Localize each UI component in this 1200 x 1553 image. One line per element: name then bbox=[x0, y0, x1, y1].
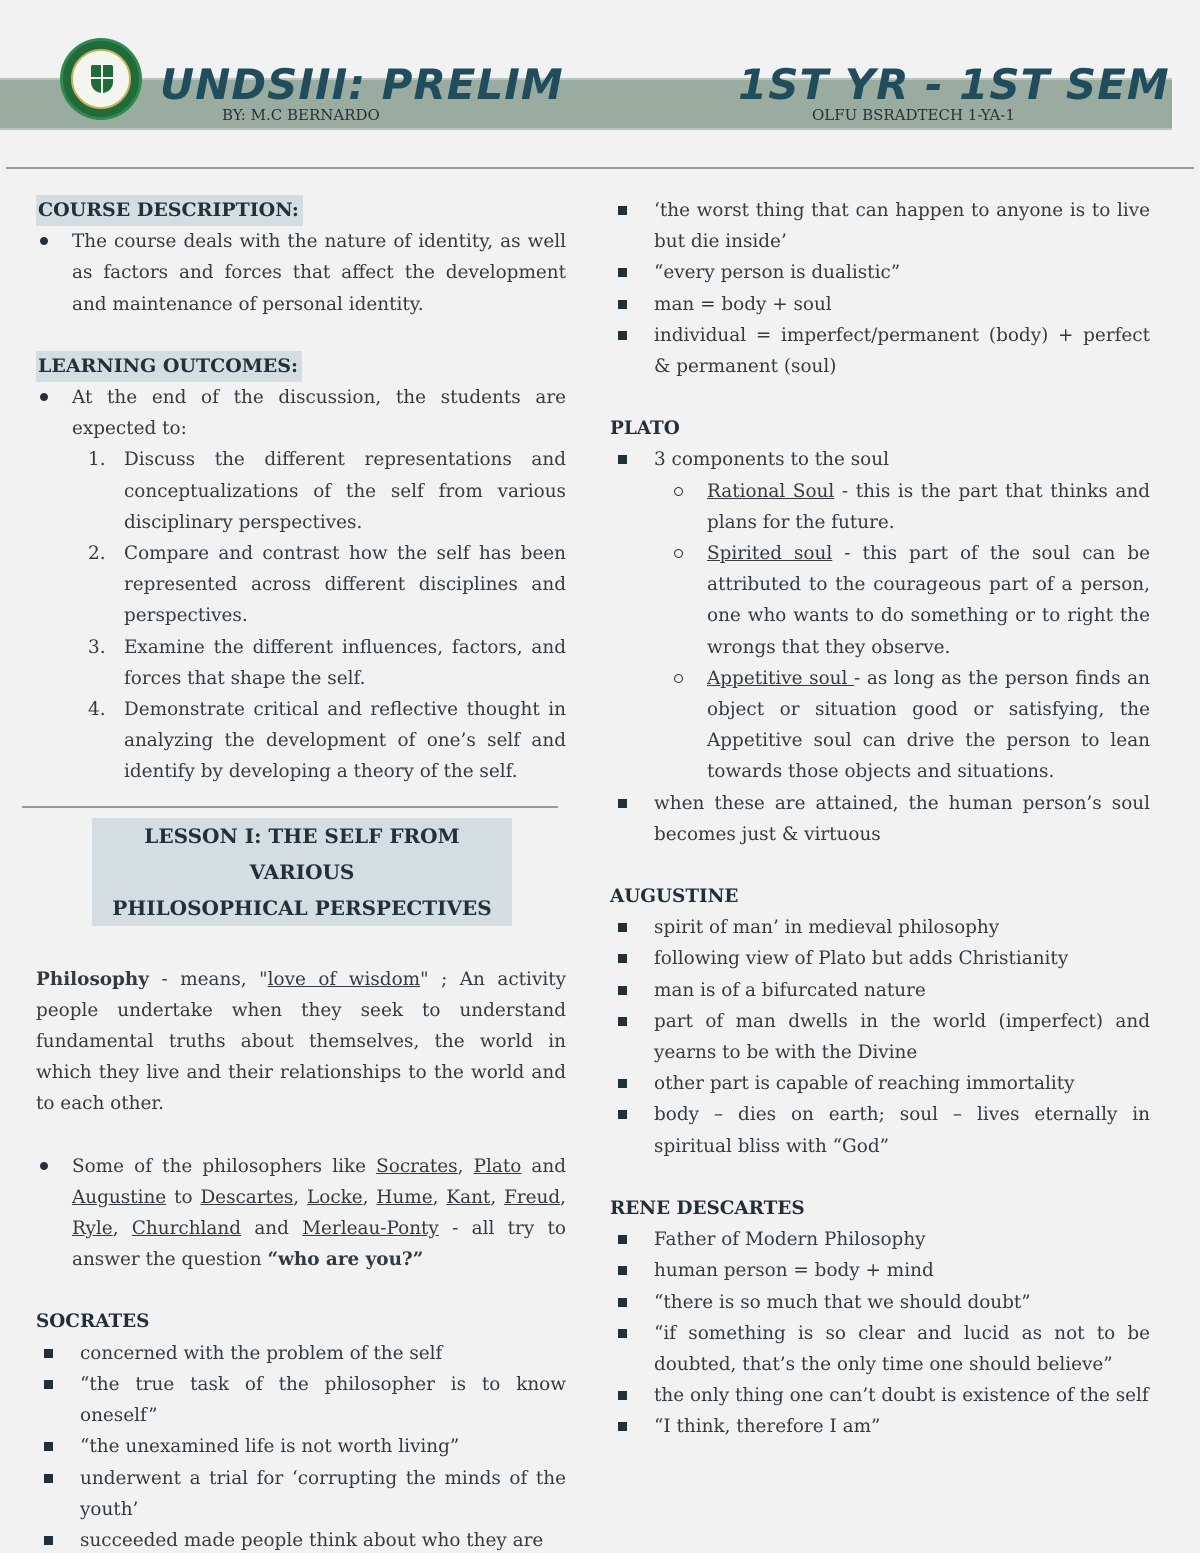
list-item-text: spirit of man’ in medieval philosophy bbox=[654, 917, 1000, 939]
author-line: BY: M.C BERNARDO bbox=[222, 106, 380, 124]
list-item-text: other part is capable of reaching immortality bbox=[654, 1073, 1075, 1095]
list-item bbox=[610, 943, 1150, 974]
outcome-number: 2. bbox=[88, 543, 106, 565]
list-item bbox=[610, 289, 1150, 320]
course-description-heading: COURSE DESCRIPTION: bbox=[36, 195, 303, 226]
separator: , bbox=[112, 1218, 132, 1240]
university-seal-icon bbox=[60, 38, 142, 120]
list-item bbox=[36, 1525, 566, 1553]
philosopher-name: Plato bbox=[473, 1155, 522, 1177]
separator: and bbox=[521, 1155, 566, 1177]
philosopher-name: Merleau-Ponty bbox=[302, 1218, 439, 1240]
separator: to bbox=[166, 1186, 201, 1208]
section-line: OLFU BSRADTECH 1-YA-1 bbox=[812, 106, 1015, 124]
soul-component-name: Spirited soul bbox=[707, 543, 833, 565]
socrates-heading: SOCRATES bbox=[36, 1311, 150, 1333]
list-item-text: human person = body + mind bbox=[654, 1260, 934, 1282]
philosopher-name: Hume bbox=[376, 1186, 433, 1208]
outcome-text: Examine the different influences, factors, and forces that shape the self. bbox=[124, 636, 566, 689]
outcome-item bbox=[36, 444, 566, 538]
list-item-text: ‘the worst thing that can happen to anyone is to live but die inside’ bbox=[654, 200, 1150, 253]
list-item-text: “the unexamined life is not worth living” bbox=[80, 1436, 460, 1458]
soul-component bbox=[610, 663, 1150, 788]
list-item bbox=[36, 226, 566, 320]
list-item-text: man = body + soul bbox=[654, 293, 832, 315]
philosophers-outro: - all try to answer the question bbox=[72, 1218, 566, 1271]
philosophers-intro: Some of the philosophers like bbox=[72, 1155, 377, 1177]
soul-component bbox=[610, 476, 1150, 538]
plato-heading: PLATO bbox=[610, 418, 680, 440]
list-item-text: succeeded made people think about who they are bbox=[80, 1529, 544, 1551]
course-description-text: The course deals with the nature of identity, as well as factors and forces that affect the development and maintenance of personal identity. bbox=[72, 231, 566, 315]
list-item bbox=[610, 912, 1150, 943]
lesson-title-line1: LESSON I: THE SELF FROM VARIOUS bbox=[144, 823, 460, 884]
learning-outcomes-heading: LEARNING OUTCOMES: bbox=[36, 351, 302, 382]
soul-component-desc: - this part of the soul can be attributed to the courageous part of a person, one who wants to do something or to right the wrongs that they observe. bbox=[707, 543, 1151, 658]
list-item bbox=[610, 1255, 1150, 1286]
outcome-text: Discuss the different representations and conceptualizations of the self from various disciplinary perspectives. bbox=[124, 449, 566, 533]
semester-title: 1ST YR - 1ST SEM bbox=[738, 60, 1170, 109]
list-item bbox=[36, 1463, 566, 1525]
soul-component-desc: - as long as the person finds an object or situation good or satisfying, the Appetitive soul can drive the person to lean towards those objects and situations. bbox=[707, 667, 1150, 783]
list-item bbox=[36, 1338, 566, 1369]
soul-component-name: Appetitive soul bbox=[707, 667, 855, 689]
descartes-heading: RENE DESCARTES bbox=[610, 1197, 805, 1219]
list-item bbox=[610, 195, 1150, 257]
list-item-text: concerned with the problem of the self bbox=[80, 1342, 443, 1364]
list-item-text: 3 components to the soul bbox=[654, 449, 889, 471]
list-item bbox=[36, 1369, 566, 1431]
list-item bbox=[610, 444, 1150, 475]
lesson-title-line2: PHILOSOPHICAL PERSPECTIVES bbox=[112, 895, 492, 920]
list-item-text: man is of a bifurcated nature bbox=[654, 979, 926, 1001]
list-item bbox=[610, 320, 1150, 382]
list-item-text: the only thing one can’t doubt is existence of the self bbox=[654, 1385, 1149, 1407]
list-item-text: “there is so much that we should doubt” bbox=[654, 1291, 1031, 1313]
outcome-text: Demonstrate critical and reflective thought in analyzing the development of one’s self and identify by developing a theory of the self. bbox=[124, 699, 566, 783]
header-divider bbox=[6, 167, 1194, 169]
list-item-text: “the true task of the philosopher is to know oneself” bbox=[80, 1373, 566, 1427]
list-item-text: part of man dwells in the world (imperfect) and yearns to be with the Divine bbox=[654, 1010, 1150, 1064]
soul-component-desc: - this is the part that thinks and plans for the future. bbox=[707, 480, 1150, 533]
philosopher-name: Socrates bbox=[376, 1155, 458, 1177]
list-item-text: “every person is dualistic” bbox=[654, 262, 901, 284]
list-item bbox=[610, 975, 1150, 1006]
list-item bbox=[610, 1099, 1150, 1161]
soul-component-name: Rational Soul bbox=[707, 480, 835, 502]
list-item-text: Father of Modern Philosophy bbox=[654, 1229, 926, 1251]
right-column bbox=[610, 195, 1150, 1443]
philosopher-name: Locke bbox=[307, 1186, 363, 1208]
list-item bbox=[36, 382, 566, 444]
list-item bbox=[610, 1224, 1150, 1255]
definition-connector: - means, " bbox=[148, 968, 268, 990]
key-question: “who are you?” bbox=[267, 1249, 424, 1271]
separator: , bbox=[362, 1186, 377, 1208]
separator: , bbox=[432, 1186, 447, 1208]
list-item bbox=[610, 788, 1150, 850]
list-item-text: when these are attained, the human person’s soul becomes just & virtuous bbox=[654, 792, 1150, 845]
list-item bbox=[610, 1068, 1150, 1099]
list-item bbox=[610, 1380, 1150, 1411]
outcome-number: 3. bbox=[88, 636, 106, 658]
outcome-number: 1. bbox=[88, 449, 106, 471]
list-item bbox=[610, 257, 1150, 288]
list-item-text: individual = imperfect/permanent (body) + perfect & permanent (soul) bbox=[654, 324, 1150, 378]
philosophy-definition-text: " ; An activity people undertake when they seek to understand fundamental truths about themselves, the world in which they live and their relationships to the world and to each other. bbox=[36, 968, 566, 1115]
philosopher-name: Kant bbox=[446, 1186, 491, 1208]
list-item-text: underwent a trial for ‘corrupting the minds of the youth’ bbox=[80, 1467, 566, 1520]
list-item bbox=[610, 1287, 1150, 1318]
list-item-text: following view of Plato but adds Christianity bbox=[654, 948, 1069, 970]
philosopher-name: Churchland bbox=[131, 1218, 242, 1240]
separator: , bbox=[490, 1186, 505, 1208]
soul-component bbox=[610, 538, 1150, 663]
list-item-text: “if something is so clear and lucid as not to be doubted, that’s the only time one should believe” bbox=[654, 1322, 1150, 1375]
philosopher-name: Augustine bbox=[72, 1186, 167, 1208]
seal-shield bbox=[91, 65, 113, 93]
section-divider bbox=[22, 806, 558, 808]
separator: , bbox=[293, 1186, 308, 1208]
philosopher-name: Ryle bbox=[72, 1218, 113, 1240]
outcome-item bbox=[36, 632, 566, 694]
left-column bbox=[36, 195, 566, 1553]
philosophy-term: Philosophy bbox=[36, 968, 149, 990]
list-item-text: “I think, therefore I am” bbox=[654, 1416, 881, 1438]
philosophy-meaning: love of wisdom bbox=[267, 968, 421, 990]
list-item bbox=[610, 1411, 1150, 1442]
outcome-item bbox=[36, 538, 566, 632]
separator: , bbox=[457, 1155, 474, 1177]
learning-outcomes-intro: At the end of the discussion, the students are expected to: bbox=[72, 387, 566, 440]
outcome-number: 4. bbox=[88, 699, 106, 721]
outcome-text: Compare and contrast how the self has been represented across different disciplines and perspectives. bbox=[124, 543, 566, 627]
list-item bbox=[610, 1006, 1150, 1068]
list-item bbox=[610, 1318, 1150, 1380]
separator: , bbox=[560, 1186, 566, 1208]
lesson-title bbox=[92, 818, 512, 926]
philosopher-name: Descartes bbox=[200, 1186, 294, 1208]
philosophers-list bbox=[36, 1151, 566, 1276]
list-item-text: body – dies on earth; soul – lives eternally in spiritual bliss with “God” bbox=[654, 1104, 1150, 1157]
augustine-heading: AUGUSTINE bbox=[610, 886, 739, 908]
list-item bbox=[36, 1431, 566, 1462]
philosophy-definition bbox=[36, 964, 566, 1120]
outcome-item bbox=[36, 694, 566, 788]
philosopher-name: Freud bbox=[504, 1186, 561, 1208]
separator: and bbox=[241, 1218, 303, 1240]
document-title: UNDSIII: PRELIM bbox=[160, 60, 564, 109]
